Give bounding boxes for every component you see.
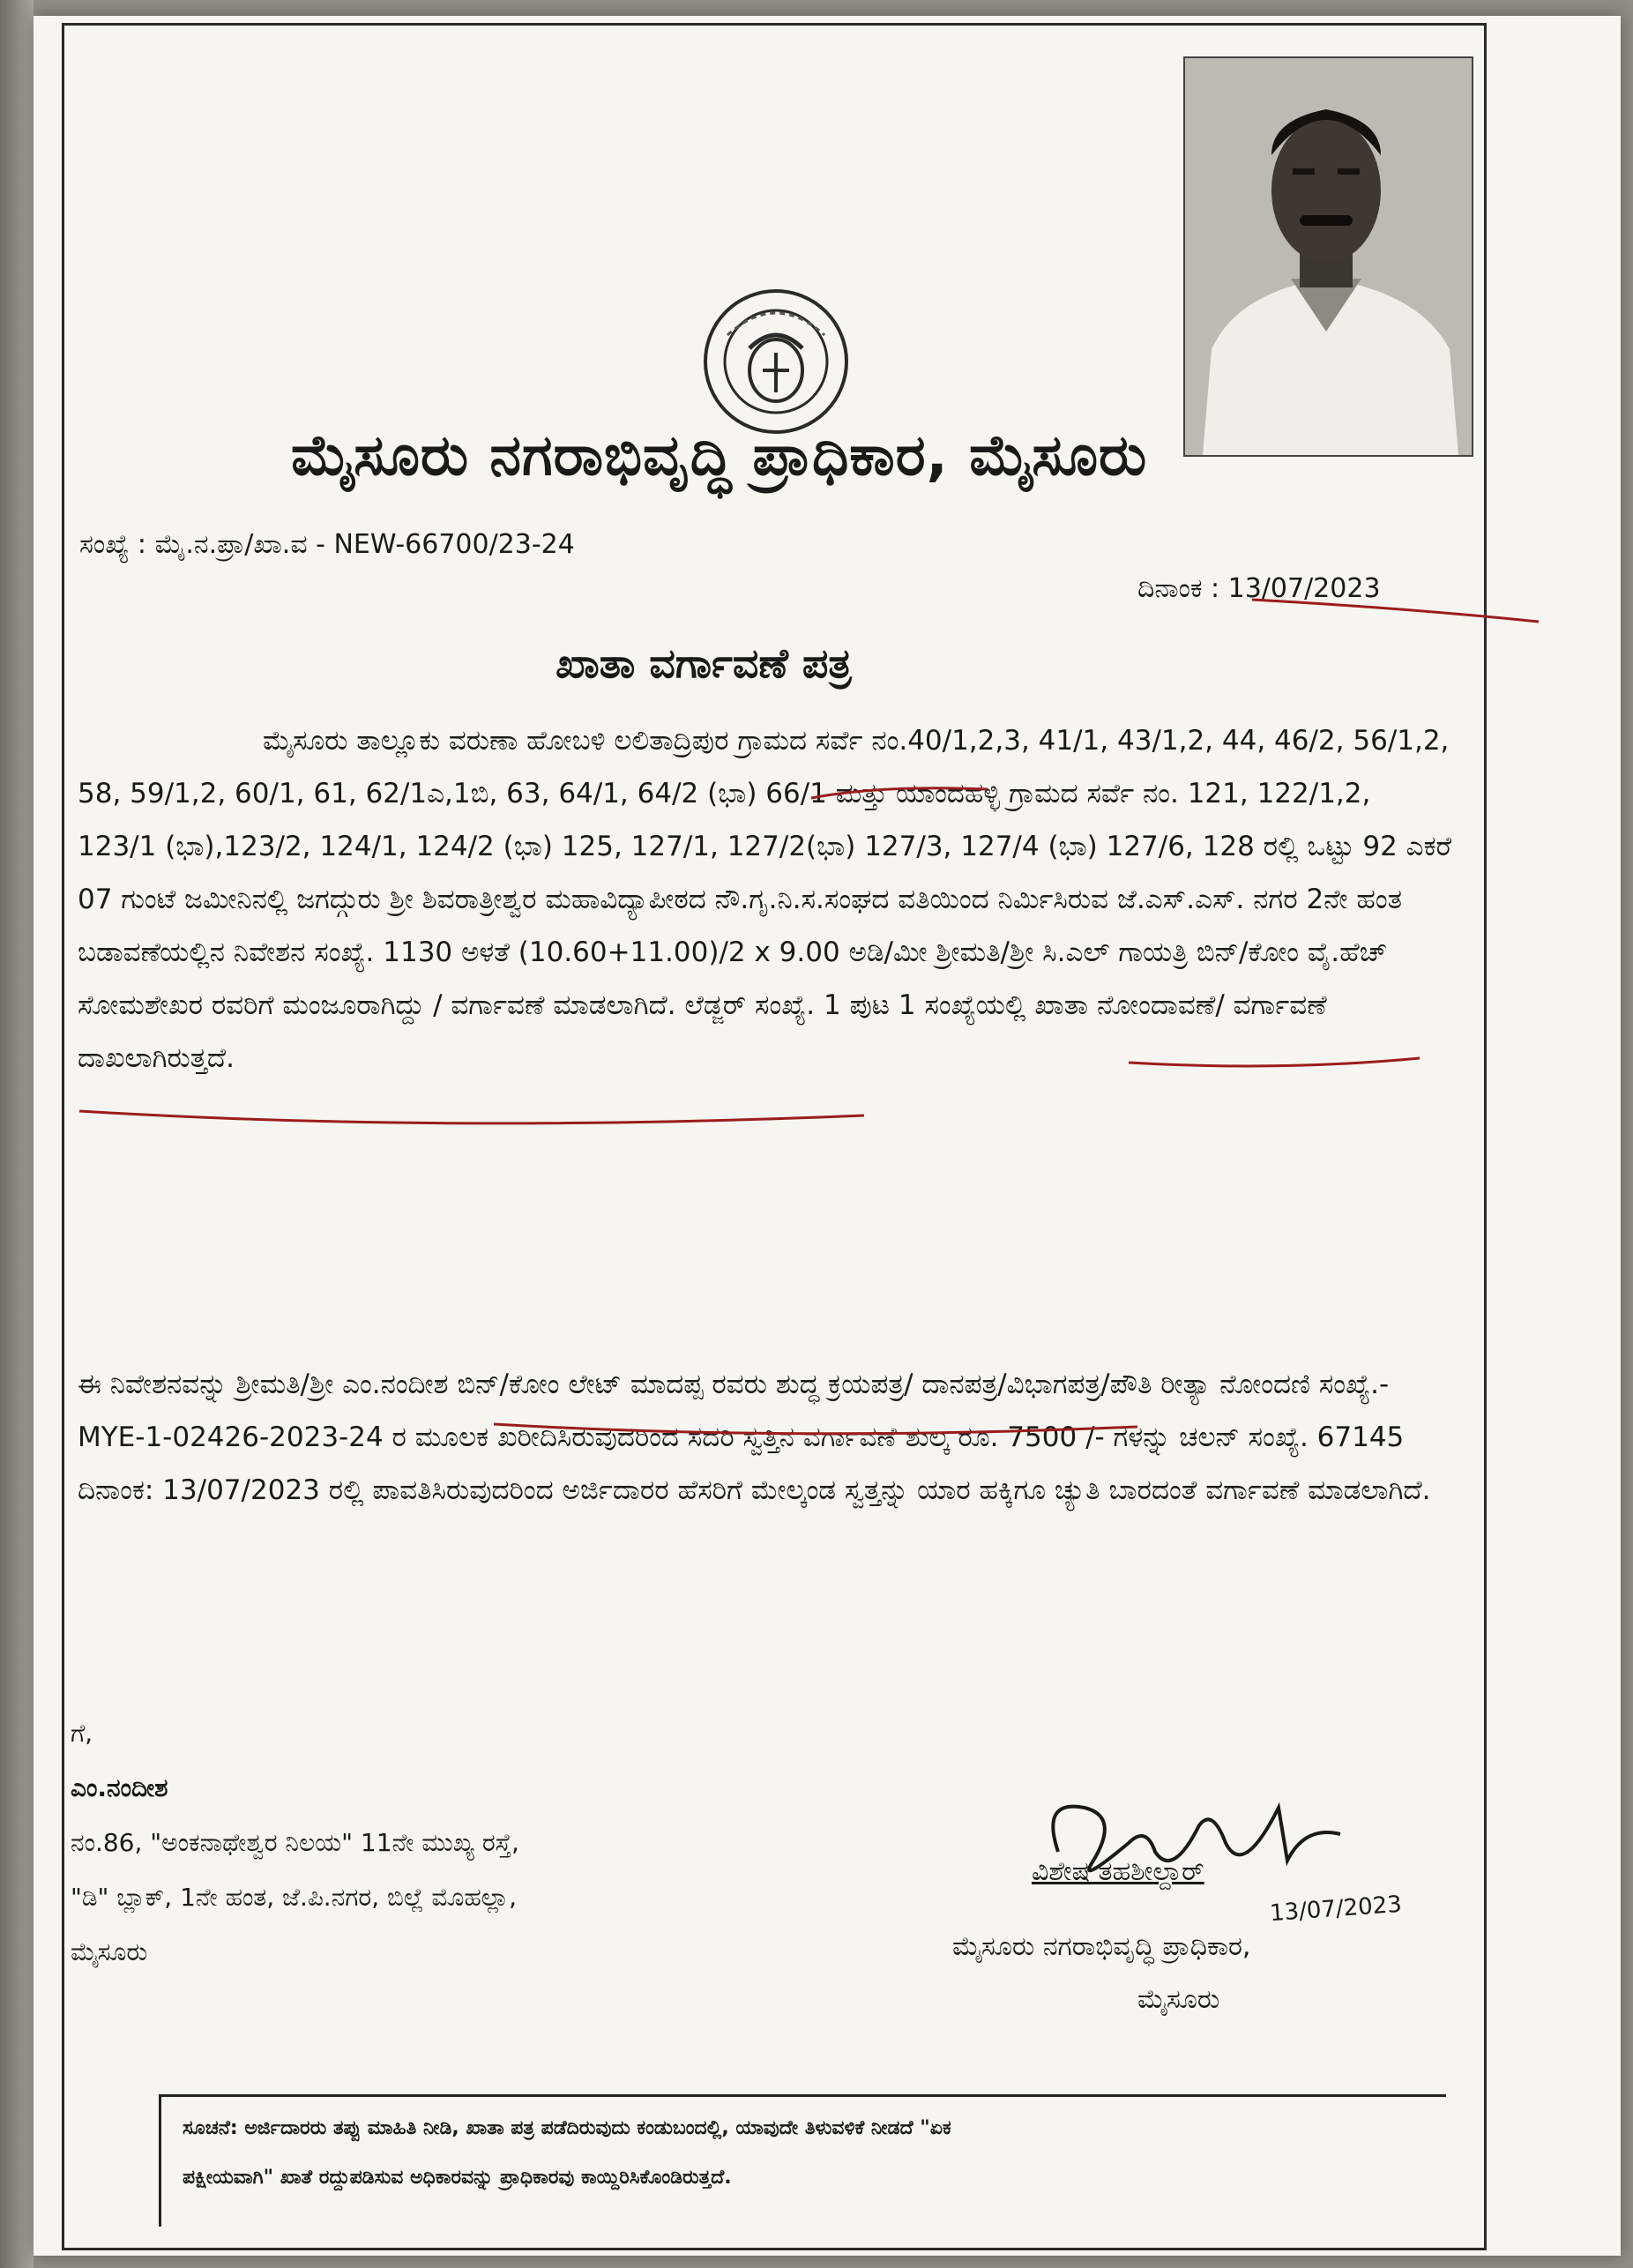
document-title: ಖಾತಾ ವರ್ಗಾವಣೆ ಪತ್ರ [556, 639, 852, 687]
signature-block [952, 1808, 1464, 2015]
applicant-photo [1183, 56, 1473, 457]
notice-box [159, 2094, 1446, 2227]
recipient-salutation: ಗೆ, [71, 1719, 93, 1748]
paragraph-allotment: ಮೈಸೂರು ತಾಲ್ಲೂಕು ವರುಣಾ ಹೋಬಳಿ ಲಲಿತಾದ್ರಿಪುರ ಗ್ರಾಮದ ಸರ್ವೆ ನಂ.40/1,2,3, 41/1, 43/1,2, 44, 46/2, 56/1,2, 58, 59/1,2, 60/1, 61, 62/1ಎ,1ಬಿ, 63, 64/1, 64/2 (ಭಾ) 66/1 ಮತ್ತು ಯಾಂದಹಳ್ಳಿ ಗ್ರಾಮದ ಸರ್ವೆ ನಂ. 121, 122/1,2, 123/1 (ಭಾ),123/2, 124/1, 124/2 (ಭಾ) 125, 127/1, 127/2(ಭಾ) 127/3, 127/4 (ಭಾ) 127/6, 128 ರಲ್ಲಿ ಒಟ್ಟು 92 ಎಕರೆ 07 ಗುಂಟೆ ಜಮೀನಿನಲ್ಲಿ ಜಗದ್ಗುರು ಶ್ರೀ ಶಿವರಾತ್ರೀಶ್ವರ ಮಹಾವಿದ್ಯಾಪೀಠದ ನೌ.ಗೃ.ನಿ.ಸ.ಸಂಘದ ವತಿಯಿಂದ ನಿರ್ಮಿಸಿರುವ ಜೆ.ಎಸ್.ಎಸ್. ನಗರ 2ನೇ ಹಂತ ಬಡಾವಣೆಯಲ್ಲಿನ ನಿವೇಶನ ಸಂಖ್ಯೆ. 1130 ಅಳತೆ (10.60+11.00)/2 x 9.00 ಅಡಿ/ಮೀ ಶ್ರೀಮತಿ/ಶ್ರೀ ಸಿ.ಎಲ್ ಗಾಯತ್ರಿ ಬಿನ್/ಕೋಂ ವೈ.ಹೆಚ್ ಸೋಮಶೇಖರ ರವರಿಗೆ ಮಂಜೂರಾಗಿದ್ದು / ವರ್ಗಾವಣೆ ಮಾಡಲಾಗಿದೆ. ಲೆಡ್ಜರ್ ಸಂಖ್ಯೆ. 1 ಪುಟ 1 ಸಂಖ್ಯೆಯಲ್ಲಿ ಖಾತಾ ನೋಂದಾವಣೆ/ ವರ್ಗಾವಣೆ ದಾಖಲಾಗಿರುತ್ತದೆ. [78, 725, 1452, 1074]
recipient-address-line2: "ಡಿ" ಬ್ಲಾಕ್, 1ನೇ ಹಂತ, ಜೆ.ಪಿ.ನಗರ, ಬಿಲ್ಲೆ ಮೊಹಲ್ಲಾ, [71, 1883, 517, 1912]
issue-date: ದಿನಾಂಕ : 13/07/2023 [1137, 573, 1381, 604]
scanner-edge [0, 0, 34, 2268]
paragraph-transfer: ಈ ನಿವೇಶನವನ್ನು ಶ್ರೀಮತಿ/ಶ್ರೀ ಎಂ.ನಂದೀಶ ಬಿನ್/ಕೋಂ ಲೇಟ್ ಮಾದಪ್ಪ ರವರು ಶುದ್ಧ ಕ್ರಯಪತ್ರ/ ದಾನಪತ್ರ/ವಿಭಾಗಪತ್ರ/ಪೌತಿ ರೀತ್ಯಾ ನೋಂದಣಿ ಸಂಖ್ಯೆ.- MYE-1-02426-2023-24 ರ ಮೂಲಕ ಖರೀದಿಸಿರುವುದರಿಂದ ಸದರಿ ಸ್ವತ್ತಿನ ವರ್ಗಾವಣೆ ಶುಲ್ಕ ರೂ. 7500 /- ಗಳನ್ನು ಚಲನ್ ಸಂಖ್ಯೆ. 67145 ದಿನಾಂಕ: 13/07/2023 ರಲ್ಲಿ ಪಾವತಿಸಿರುವುದರಿಂದ ಅರ್ಜಿದಾರರ ಹೆಸರಿಗೆ ಮೇಲ್ಕಂಡ ಸ್ವತ್ತನ್ನು ಯಾರ ಹಕ್ಕಿಗೂ ಚ್ಯುತಿ ಬಾರದಂತೆ ವರ್ಗಾವಣೆ ಮಾಡಲಾಗಿದೆ. [78, 1369, 1431, 1506]
signatory-designation: ವಿಶೇಷ ತಹಶೀಲ್ದಾರ್ [1032, 1856, 1204, 1887]
page-title: ಮೈಸೂರು ನಗರಾಭಿವೃದ್ಧಿ ಪ್ರಾಧಿಕಾರ, ಮೈಸೂರು [291, 423, 1148, 489]
recipient-name: ಎಂ.ನಂದೀಶ [71, 1773, 168, 1802]
mysore-emblem-seal [701, 287, 851, 436]
signatory-office: ಮೈಸೂರು ನಗರಾಭಿವೃದ್ಧಿ ಪ್ರಾಧಿಕಾರ, [952, 1931, 1251, 1962]
notice-line1: ಸೂಚನೆ: ಅರ್ಜಿದಾರರು ತಪ್ಪು ಮಾಹಿತಿ ನೀಡಿ, ಖಾತಾ ಪತ್ರ ಪಡೆದಿರುವುದು ಕಂಡುಬಂದಲ್ಲಿ, ಯಾವುದೇ ತಿಳುವಳಿಕೆ ನೀಡದೆ "ಏಕ [183, 2117, 951, 2139]
recipient-address-line3: ಮೈಸೂರು [71, 1937, 148, 1966]
signature-date: 13/07/2023 [1269, 1891, 1403, 1928]
signatory-city: ಮೈಸೂರು [1137, 1984, 1220, 2015]
reference-number: ಸಂಖ್ಯೆ : ಮೈ.ನ.ಪ್ರಾ/ಖಾ.ವ - NEW-66700/23-24 [79, 529, 575, 560]
recipient-address-line1: ನಂ.86, "ಅಂಕನಾಥೇಶ್ವರ ನಿಲಯ" 11ನೇ ಮುಖ್ಯ ರಸ್ತೆ, [71, 1828, 519, 1857]
notice-line2: ಪಕ್ಷೀಯವಾಗಿ" ಖಾತೆ ರದ್ದುಪಡಿಸುವ ಅಧಿಕಾರವನ್ನು ಪ್ರಾಧಿಕಾರವು ಕಾಯ್ದಿರಿಸಿಕೊಂಡಿರುತ್ತದೆ. [183, 2167, 732, 2189]
